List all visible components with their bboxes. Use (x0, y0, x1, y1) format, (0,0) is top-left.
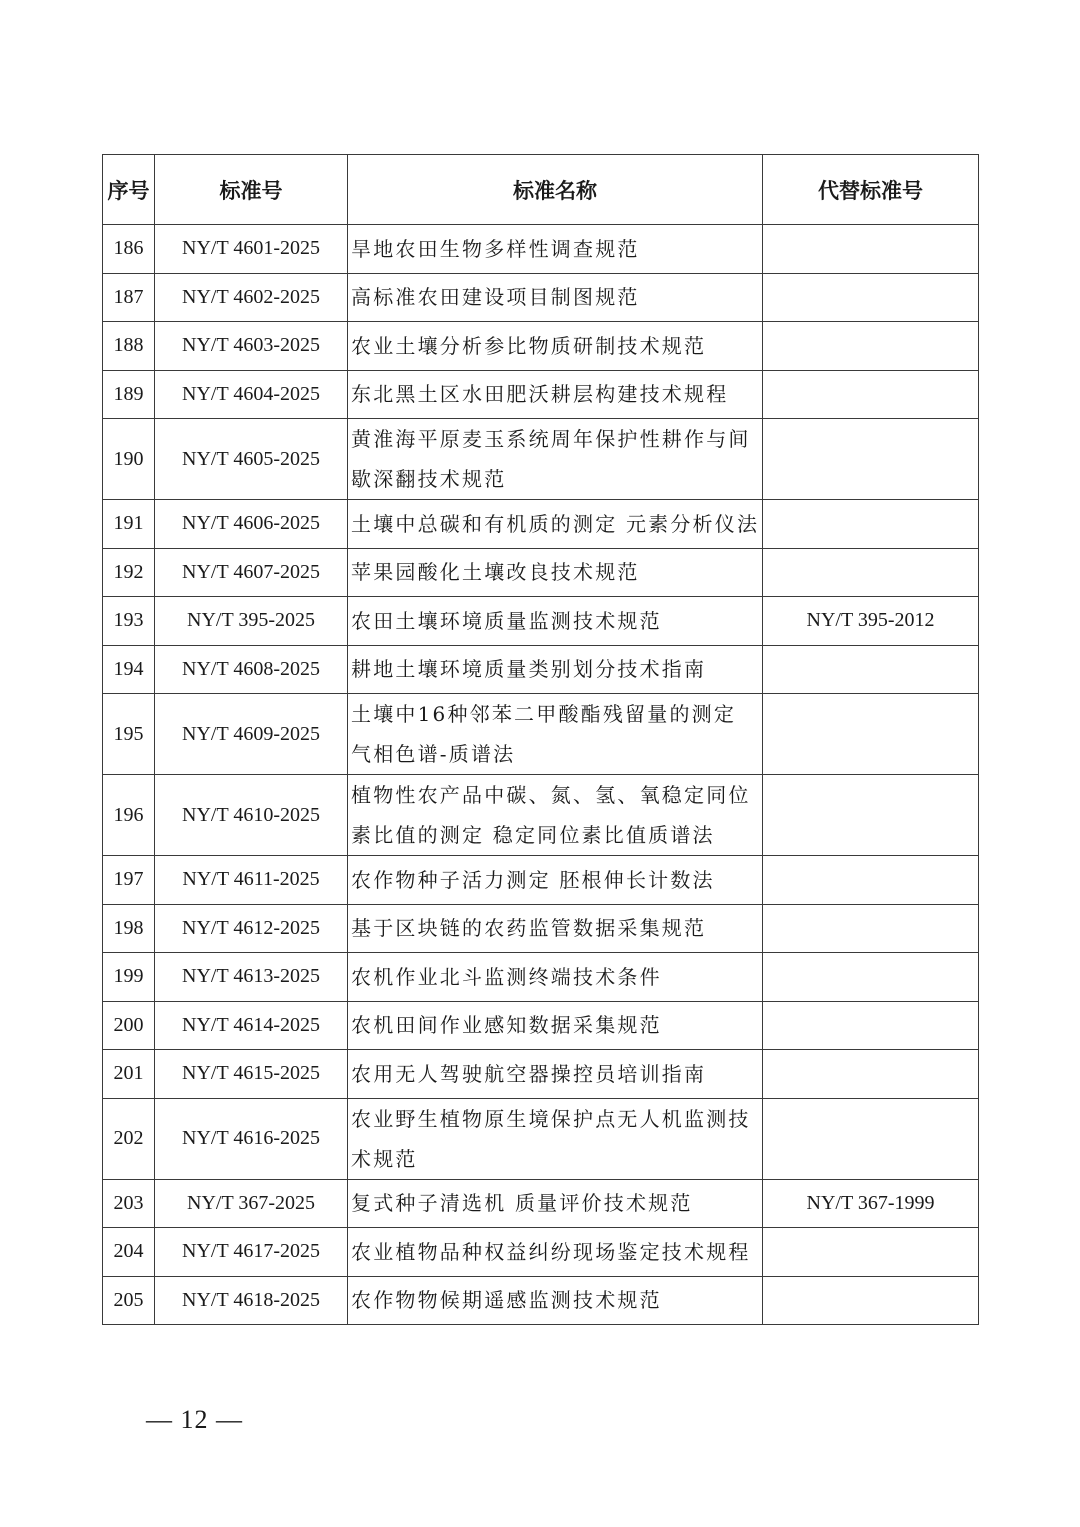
cell-standard-no: NY/T 4616-2025 (155, 1098, 348, 1179)
cell-seq: 189 (103, 370, 155, 419)
cell-standard-name: 苹果园酸化土壤改良技术规范 (348, 548, 763, 597)
table-row (103, 1050, 979, 1099)
cell-standard-name: 土壤中总碳和有机质的测定 元素分析仪法 (348, 500, 763, 549)
cell-standard-no: NY/T 4618-2025 (155, 1276, 348, 1325)
cell-standard-no: NY/T 395-2025 (155, 597, 348, 646)
cell-standard-no: NY/T 4605-2025 (155, 419, 348, 500)
cell-standard-name: 农用无人驾驶航空器操控员培训指南 (348, 1050, 763, 1099)
cell-standard-no: NY/T 4611-2025 (155, 856, 348, 905)
header-standard-name: 标准名称 (348, 155, 763, 225)
cell-standard-name: 东北黑土区水田肥沃耕层构建技术规程 (348, 370, 763, 419)
header-replaced: 代替标准号 (763, 155, 979, 225)
table-body (103, 225, 979, 1325)
cell-replaced (763, 370, 979, 419)
cell-seq: 203 (103, 1179, 155, 1228)
cell-seq: 188 (103, 322, 155, 371)
cell-seq: 201 (103, 1050, 155, 1099)
table-row (103, 225, 979, 274)
cell-standard-no: NY/T 4608-2025 (155, 645, 348, 694)
cell-replaced (763, 1098, 979, 1179)
table-row (103, 597, 979, 646)
header-standard-no: 标准号 (155, 155, 348, 225)
cell-replaced (763, 645, 979, 694)
cell-seq: 197 (103, 856, 155, 905)
cell-seq: 186 (103, 225, 155, 274)
cell-standard-no: NY/T 4612-2025 (155, 904, 348, 953)
cell-standard-name: 农机作业北斗监测终端技术条件 (348, 953, 763, 1002)
cell-standard-no: NY/T 4610-2025 (155, 775, 348, 856)
cell-standard-name: 高标准农田建设项目制图规范 (348, 273, 763, 322)
cell-standard-no: NY/T 4613-2025 (155, 953, 348, 1002)
cell-replaced (763, 1276, 979, 1325)
cell-standard-no: NY/T 4602-2025 (155, 273, 348, 322)
cell-seq: 199 (103, 953, 155, 1002)
cell-replaced (763, 775, 979, 856)
cell-standard-no: NY/T 4606-2025 (155, 500, 348, 549)
cell-replaced (763, 1050, 979, 1099)
cell-standard-name: 基于区块链的农药监管数据采集规范 (348, 904, 763, 953)
cell-standard-name: 黄淮海平原麦玉系统周年保护性耕作与间歇深翻技术规范 (348, 419, 763, 500)
cell-seq: 198 (103, 904, 155, 953)
cell-seq: 202 (103, 1098, 155, 1179)
cell-replaced (763, 1001, 979, 1050)
cell-standard-no: NY/T 4617-2025 (155, 1228, 348, 1277)
cell-standard-name: 土壤中16种邻苯二甲酸酯残留量的测定 气相色谱-质谱法 (348, 694, 763, 775)
cell-seq: 193 (103, 597, 155, 646)
cell-standard-name: 植物性农产品中碳、氮、氢、氧稳定同位素比值的测定 稳定同位素比值质谱法 (348, 775, 763, 856)
cell-standard-name: 农田土壤环境质量监测技术规范 (348, 597, 763, 646)
header-seq: 序号 (103, 155, 155, 225)
cell-standard-name: 农机田间作业感知数据采集规范 (348, 1001, 763, 1050)
cell-standard-no: NY/T 4607-2025 (155, 548, 348, 597)
cell-seq: 200 (103, 1001, 155, 1050)
cell-standard-name: 农业野生植物原生境保护点无人机监测技术规范 (348, 1098, 763, 1179)
cell-replaced (763, 225, 979, 274)
cell-replaced (763, 419, 979, 500)
cell-replaced (763, 904, 979, 953)
cell-seq: 192 (103, 548, 155, 597)
cell-replaced (763, 500, 979, 549)
table-row (103, 1179, 979, 1228)
cell-replaced (763, 1228, 979, 1277)
cell-standard-no: NY/T 4604-2025 (155, 370, 348, 419)
table-header-row (103, 155, 979, 225)
table-row (103, 1276, 979, 1325)
cell-seq: 205 (103, 1276, 155, 1325)
cell-replaced (763, 548, 979, 597)
table-row (103, 273, 979, 322)
cell-replaced: NY/T 395-2012 (763, 597, 979, 646)
cell-standard-name: 旱地农田生物多样性调查规范 (348, 225, 763, 274)
cell-standard-name: 农业土壤分析参比物质研制技术规范 (348, 322, 763, 371)
table-row (103, 1228, 979, 1277)
table-row (103, 548, 979, 597)
table-row (103, 419, 979, 500)
cell-seq: 194 (103, 645, 155, 694)
cell-replaced: NY/T 367-1999 (763, 1179, 979, 1228)
table-row (103, 322, 979, 371)
cell-standard-no: NY/T 4614-2025 (155, 1001, 348, 1050)
cell-standard-name: 农业植物品种权益纠纷现场鉴定技术规程 (348, 1228, 763, 1277)
cell-standard-name: 耕地土壤环境质量类别划分技术指南 (348, 645, 763, 694)
table-row (103, 645, 979, 694)
cell-standard-name: 复式种子清选机 质量评价技术规范 (348, 1179, 763, 1228)
cell-replaced (763, 856, 979, 905)
cell-seq: 187 (103, 273, 155, 322)
table-row (103, 500, 979, 549)
table-row (103, 1098, 979, 1179)
standards-table (102, 154, 979, 1325)
cell-standard-no: NY/T 4603-2025 (155, 322, 348, 371)
cell-standard-name: 农作物物候期遥感监测技术规范 (348, 1276, 763, 1325)
table-row (103, 694, 979, 775)
table-row (103, 1001, 979, 1050)
cell-standard-no: NY/T 4609-2025 (155, 694, 348, 775)
cell-replaced (763, 953, 979, 1002)
table-row (103, 775, 979, 856)
cell-standard-no: NY/T 4601-2025 (155, 225, 348, 274)
table-row (103, 953, 979, 1002)
cell-standard-name: 农作物种子活力测定 胚根伸长计数法 (348, 856, 763, 905)
cell-seq: 196 (103, 775, 155, 856)
cell-replaced (763, 273, 979, 322)
cell-seq: 191 (103, 500, 155, 549)
cell-replaced (763, 694, 979, 775)
table-row (103, 370, 979, 419)
table-row (103, 856, 979, 905)
cell-standard-no: NY/T 4615-2025 (155, 1050, 348, 1099)
table-row (103, 904, 979, 953)
page-number: — 12 — (146, 1405, 243, 1434)
cell-seq: 195 (103, 694, 155, 775)
cell-seq: 204 (103, 1228, 155, 1277)
cell-standard-no: NY/T 367-2025 (155, 1179, 348, 1228)
cell-seq: 190 (103, 419, 155, 500)
cell-replaced (763, 322, 979, 371)
